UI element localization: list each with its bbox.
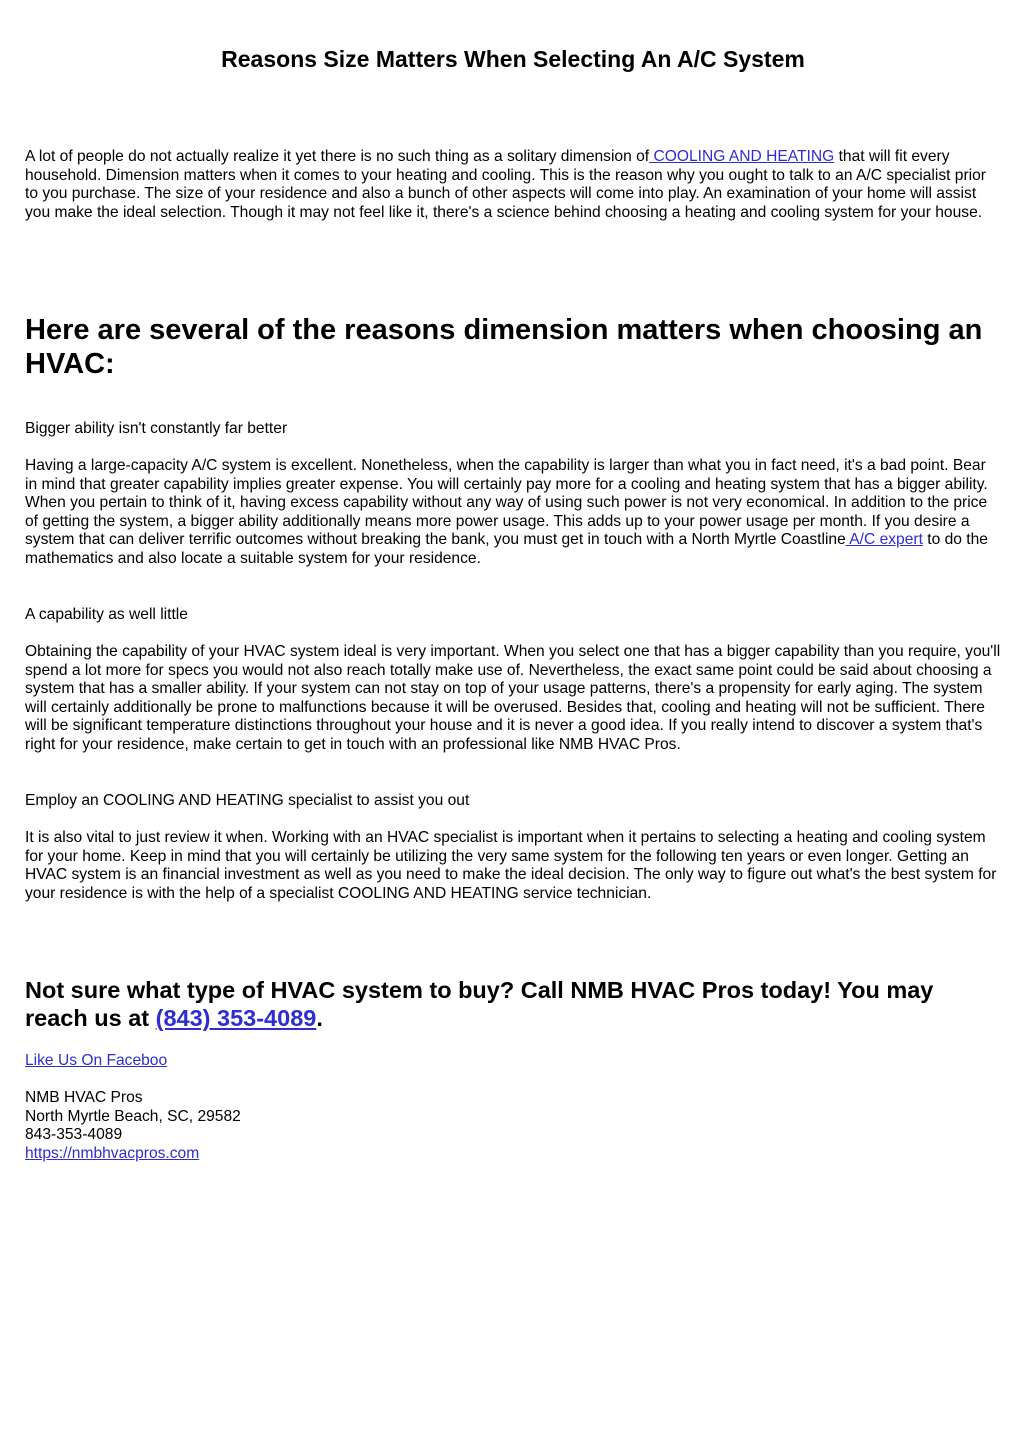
reasons-heading: Here are several of the reasons dimension matters when choosing an HVAC: (25, 314, 983, 380)
section2-text: Obtaining the capability of your HVAC system ideal is very important. When you select one that has a bigger capability than you require, you'll spend a lot more for specs you would not also reach totally make use of. Nevertheless, the exact same point could be said about choosing a system that has a smaller ability. If your system can not stay on top of your usage patterns, there's a propensity for early aging. The system will certainly additionally be prone to malfunctions because it will be overused. Besides that, cooling and heating will not be sufficient. There will be significant temperature distinctions throughout your house and it is never a good idea. If you really intend to discover a system that's right for your residence, make certain to get in touch with an professional like NMB HVAC Pros. (25, 643, 1001, 753)
section3-text: It is also vital to just review it when. Working with an HVAC specialist is important when it pertains to selecting a heating and cooling system for your home. Keep in mind that you will certainly be utilizing the very same system for the following ten years or even longer. Getting an HVAC system is an financial investment as well as you need to make the ideal decision. The only way to figure out what's the best system for your residence is with the help of a specialist COOLING AND HEATING service technician. (25, 829, 997, 902)
cta-end: . (316, 1005, 323, 1031)
cta-heading-block (25, 976, 1001, 1032)
contact-phone: 843-353-4089 (25, 1126, 123, 1144)
section1-subtitle-text: Bigger ability isn't constantly far better (25, 420, 288, 437)
section1-text-before: Having a large-capacity A/C system is excellent. Nonetheless, when the capability is larger than what you in fact need, it's a bad point. Bear in mind that greater capability implies greater expense. You will certainly pay more for a cooling and heating system that has a bigger ability. When you pertain to think of it, having excess capability without any way of using such power is not very economical. In addition to the price of getting the system, a bigger ability additionally means more power usage. This adds up to your power usage per month. If you desire a system that can deliver terrific outcomes without breaking the bank, you must get in touch with a North Myrtle Coastline (25, 457, 988, 549)
facebook-link[interactable]: Like Us On Faceboo (25, 1052, 168, 1069)
website-link[interactable]: https://nmbhvacpros.com (25, 1144, 200, 1162)
contact-name: NMB HVAC Pros (25, 1089, 143, 1106)
section3-subtitle (25, 792, 1001, 811)
section2-paragraph (25, 643, 1001, 755)
section1-text-after: to do the mathematics and also locate a suitable system for your residence. (25, 531, 988, 567)
page-title: Reasons Size Matters When Selecting An A/C System (221, 46, 805, 72)
contact-address: North Myrtle Beach, SC, 29582 (25, 1107, 241, 1125)
intro-text-before: A lot of people do not actually realize it yet there is no such thing as a solitary dimension of (25, 148, 650, 165)
phone-link[interactable]: (843) 353-4089 (155, 1005, 317, 1031)
section1-paragraph (25, 457, 1001, 569)
intro-text-after: that will fit every household. Dimension matters when it comes to your heating and cooling. This is the reason why you ought to talk to an A/C specialist prior to you purchase. The size of your residence and also a bunch of other aspects will come into play. An examination of your home will assist you make the ideal selection. Though it may not feel like it, there's a science behind choosing a heating and cooling system for your house. (25, 148, 986, 221)
facebook-link-block (25, 1052, 1001, 1071)
reasons-heading-block (25, 313, 1001, 381)
section2-subtitle-text: A capability as well little (25, 606, 188, 623)
cooling-heating-link[interactable]: COOLING AND HEATING (649, 148, 835, 165)
contact-block (25, 1089, 1001, 1163)
section2-subtitle (25, 606, 1001, 625)
section3-subtitle-text: Employ an COOLING AND HEATING specialist to assist you out (25, 792, 470, 809)
section3-paragraph (25, 829, 1001, 903)
intro-paragraph (25, 148, 1001, 222)
cta-text: Not sure what type of HVAC system to buy? Call NMB HVAC Pros today! You may reach us at (25, 977, 934, 1031)
section1-subtitle (25, 420, 1001, 439)
ac-expert-link[interactable]: A/C expert (845, 531, 923, 549)
